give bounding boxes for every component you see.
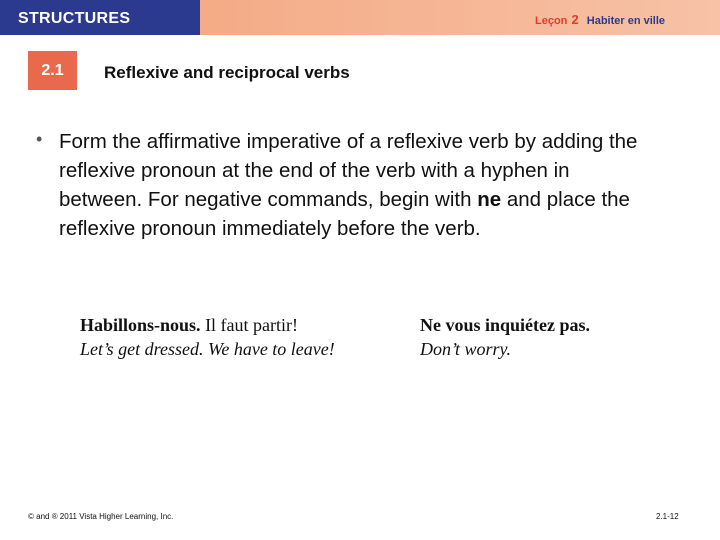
example-1 [80, 313, 335, 361]
bullet-text-end: and place the reflexive pronoun immediately before the verb. [59, 188, 630, 240]
example-2-french-bold: Ne vous inquiétez pas. [420, 315, 591, 335]
example-2 [420, 313, 590, 361]
slide-number: 2.1-12 [656, 512, 679, 521]
lesson-number: 2 [571, 12, 579, 27]
section-number-badge: 2.1 [28, 51, 77, 90]
bullet-text-bold: ne [477, 188, 502, 211]
example-2-french [420, 313, 590, 337]
example-1-french-rest: Il faut partir! [200, 315, 299, 335]
example-1-french [80, 313, 335, 337]
lesson-label [535, 12, 665, 27]
lesson-word: Leçon [535, 15, 568, 27]
bullet-text [59, 127, 649, 243]
section-label: STRUCTURES [18, 10, 131, 27]
example-1-french-bold: Habillons-nous. [80, 315, 201, 335]
bullet-dot-icon: • [36, 129, 43, 149]
section-title: Reflexive and reciprocal verbs [104, 63, 350, 82]
example-2-english: Don’t worry. [420, 339, 512, 359]
example-1-english: Let’s get dressed. We have to leave! [80, 339, 335, 359]
bullet-text-start: Form the affirmative imperative of a reflexive verb by adding the reflexive pronoun at the end of the verb with a hyphen in between. For negative commands, begin with [59, 130, 638, 211]
header-left-panel [0, 0, 200, 35]
header-right-panel [200, 0, 720, 35]
copyright-text: © and ® 2011 Vista Higher Learning, Inc. [28, 512, 174, 521]
header-bar [0, 0, 720, 35]
lesson-title: Habiter en ville [586, 15, 666, 27]
